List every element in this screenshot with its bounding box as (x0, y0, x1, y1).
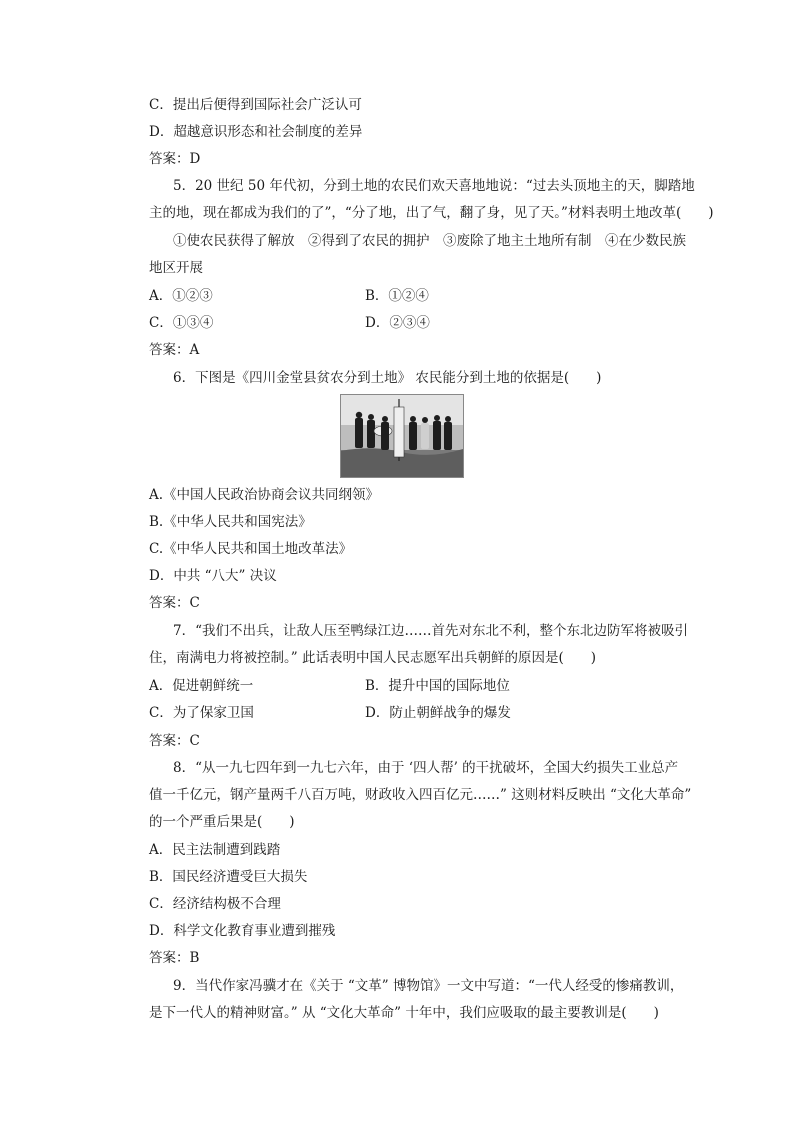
q9-stem-line1: 9．当代作家冯骥才在《关于 “文革” 博物馆》一文中写道：“一代人经受的惨痛教训， (173, 978, 684, 994)
q5-answer: 答案：A (149, 342, 200, 358)
q4-option-d: D．超越意识形态和社会制度的差异 (149, 124, 363, 140)
q4-answer: 答案：D (149, 151, 201, 167)
q7-option-a: A．促进朝鲜统一 (149, 678, 254, 694)
q7-option-b: B．提升中国的国际地位 (365, 678, 510, 694)
q8-stem-line2: 值一千亿元，钢产量两千八百万吨，财政收入四百亿元……” 这则材料反映出 “文化大革命” (149, 787, 692, 803)
q4-option-c: C．提出后便得到国际社会广泛认可 (149, 97, 362, 113)
q8-answer: 答案：B (149, 950, 200, 966)
q8-option-a: A．民主法制遭到践踏 (149, 842, 281, 858)
q6-option-d: D．中共 “八大” 决议 (149, 568, 277, 584)
q8-option-d: D．科学文化教育事业遭到摧残 (149, 923, 336, 939)
q7-option-c: C．为了保家卫国 (149, 705, 254, 721)
q8-stem-line1: 8．“从一九七四年到一九七六年，由于 ‘四人帮’ 的干扰破坏，全国大约损失工业总产 (173, 760, 679, 776)
q5-option-c: C．①③④ (149, 315, 214, 331)
q7-stem-line1: 7．“我们不出兵，让敌人压至鸭绿江边……首先对东北不利，整个东北边防军将被吸引 (173, 623, 688, 639)
q9-stem-line2: 是下一代人的精神财富。” 从 “文化大革命” 十年中，我们应吸取的最主要教训是( ) (149, 1005, 659, 1021)
q7-option-d: D．防止朝鲜战争的爆发 (365, 705, 511, 721)
q5-option-d: D．②③④ (365, 315, 430, 331)
q8-option-c: C．经济结构极不合理 (149, 896, 281, 912)
q6-stem: 6．下图是《四川金堂县贫农分到土地》 农民能分到土地的依据是( ) (173, 370, 602, 386)
q5-items-line1: ①使农民获得了解放 ②得到了农民的拥护 ③废除了地主土地所有制 ④在少数民族 (173, 233, 686, 249)
q5-stem-line2: 主的地，现在都成为我们的了”，“分了地，出了气，翻了身，见了天。”材料表明土地改革( ) (149, 205, 714, 221)
q5-stem-line1: 5．20 世纪 50 年代初，分到土地的农民们欢天喜地地说：“过去头顶地主的天，脚踏地 (173, 178, 695, 194)
q6-historical-photo (340, 394, 464, 478)
q5-items-line2: 地区开展 (149, 260, 203, 276)
q6-option-c: C.《中华人民共和国土地改革法》 (149, 541, 353, 557)
q7-stem-line2: 住，南满电力将被控制。” 此话表明中国人民志愿军出兵朝鲜的原因是( ) (149, 650, 596, 666)
q6-option-a: A.《中国人民政治协商会议共同纲领》 (149, 487, 380, 503)
q5-option-a: A．①②③ (149, 288, 213, 304)
q5-option-b: B．①②④ (365, 288, 429, 304)
q6-answer: 答案：C (149, 595, 200, 611)
q8-option-b: B．国民经济遭受巨大损失 (149, 869, 308, 885)
q6-option-b: B.《中华人民共和国宪法》 (149, 514, 312, 530)
q8-stem-line3: 的一个严重后果是( ) (149, 814, 295, 830)
q7-answer: 答案：C (149, 733, 200, 749)
